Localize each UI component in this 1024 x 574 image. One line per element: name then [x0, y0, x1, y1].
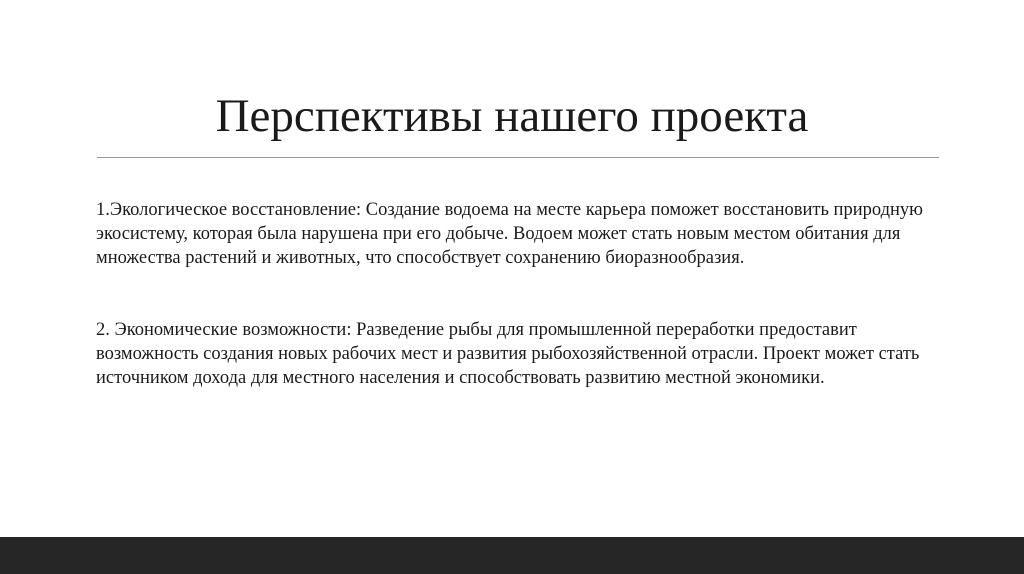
title-divider — [97, 157, 939, 158]
paragraph-ecological-restoration: 1.Экологическое восстановление: Создание водоема на месте карьера поможет восстановить природную экосистему, которая была нарушена при его добыче. Водоем может стать новым местом обитания для множества растений и животных, что способствует сохранению биоразнообразия. — [96, 200, 923, 268]
slide-title: Перспективы нашего проекта — [215, 90, 809, 142]
footer-bar — [0, 537, 1024, 574]
paragraph-economic-opportunities: 2. Экономические возможности: Разведение рыбы для промышленной переработки предоставит возможность создания новых рабочих мест и развития рыбохозяйственной отрасли. Проект может стать источником дохода для местного населения и способствовать развитию местной экономики. — [96, 320, 920, 388]
slide-body — [96, 198, 946, 390]
